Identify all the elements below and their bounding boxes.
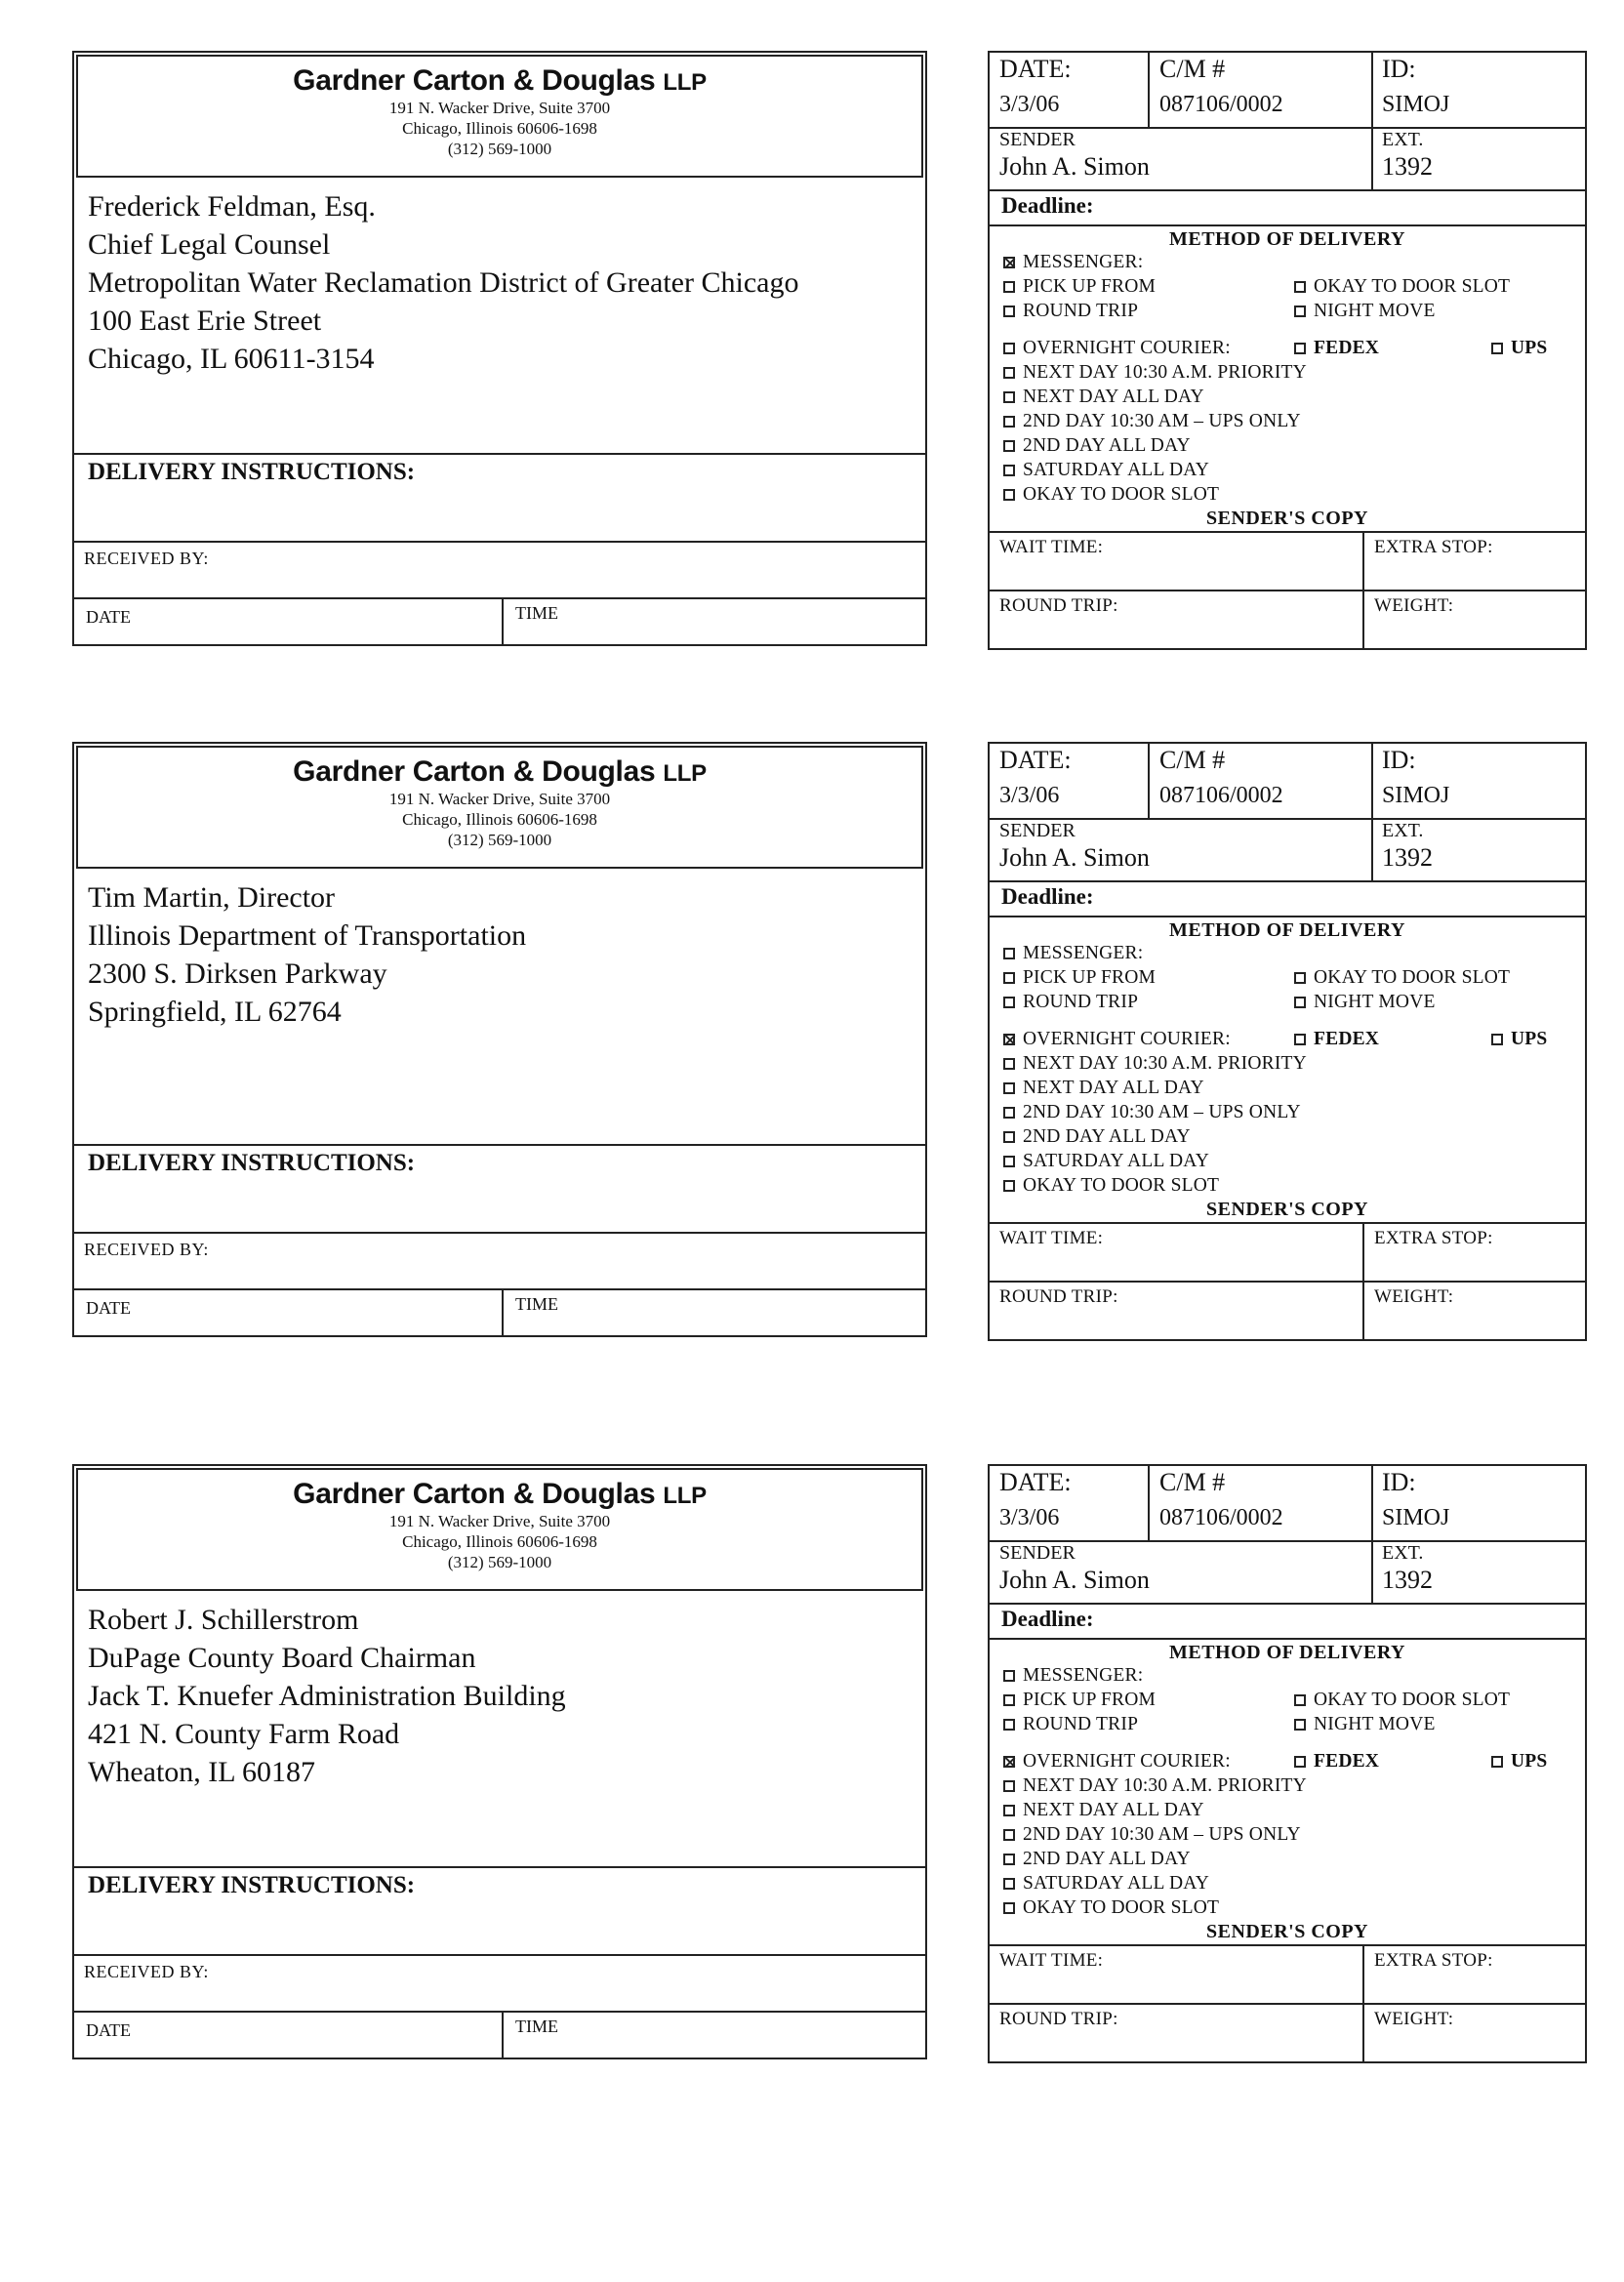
round-trip-field[interactable]: ROUND TRIP: bbox=[999, 1286, 1118, 1307]
option-fedex[interactable]: FEDEX bbox=[1294, 1751, 1379, 1773]
weight-field[interactable]: WEIGHT: bbox=[1374, 2009, 1454, 2029]
option-okay-to-door-slot[interactable]: OKAY TO DOOR SLOT bbox=[1294, 967, 1510, 989]
option-night-move[interactable]: NIGHT MOVE bbox=[1294, 1714, 1436, 1735]
checkbox-icon bbox=[1003, 1780, 1015, 1792]
option-2nd-day-am[interactable]: 2ND DAY 10:30 AM – UPS ONLY bbox=[1003, 1102, 1301, 1123]
firm-header bbox=[76, 746, 923, 869]
firm-street: 191 N. Wacker Drive, Suite 3700 bbox=[388, 790, 611, 808]
divider bbox=[502, 599, 504, 644]
recipient-address bbox=[88, 878, 915, 1031]
sender-slip bbox=[988, 742, 1587, 1341]
recipient-address bbox=[88, 187, 915, 378]
checkbox-icon bbox=[1294, 343, 1306, 354]
address-line: Metropolitan Water Reclamation District of Greater Chicago bbox=[88, 266, 799, 299]
date-value: 3/3/06 bbox=[999, 1505, 1060, 1530]
divider bbox=[990, 189, 1585, 191]
divider bbox=[1362, 1222, 1364, 1339]
option-pick-up-from[interactable]: PICK UP FROM bbox=[1003, 967, 1156, 989]
sender-label: SENDER bbox=[999, 129, 1076, 150]
option-2nd-day-all-day[interactable]: 2ND DAY ALL DAY bbox=[1003, 1126, 1191, 1148]
option-saturday-all-day[interactable]: SATURDAY ALL DAY bbox=[1003, 1151, 1209, 1172]
option-okay-to-door-slot[interactable]: OKAY TO DOOR SLOT bbox=[1294, 1690, 1510, 1711]
divider bbox=[1362, 1944, 1364, 2061]
address-line: Springfield, IL 62764 bbox=[88, 996, 342, 1028]
deadline-label: Deadline: bbox=[1001, 884, 1094, 909]
extra-stop-field[interactable]: EXTRA STOP: bbox=[1374, 1950, 1493, 1971]
checkbox-icon bbox=[1491, 343, 1503, 354]
divider bbox=[990, 1540, 1585, 1542]
divider bbox=[502, 2013, 504, 2058]
divider bbox=[990, 127, 1585, 129]
option-pick-up-from[interactable]: PICK UP FROM bbox=[1003, 276, 1156, 298]
date-time-row bbox=[74, 599, 925, 644]
cm-value: 087106/0002 bbox=[1159, 783, 1283, 808]
checkbox-icon bbox=[1003, 1670, 1015, 1682]
divider bbox=[990, 590, 1585, 591]
checkbox-icon bbox=[1003, 1107, 1015, 1119]
checkbox-icon bbox=[1003, 1902, 1015, 1914]
address-line: Illinois Department of Transportation bbox=[88, 919, 527, 952]
method-of-delivery-title: METHOD OF DELIVERY bbox=[1168, 228, 1406, 250]
option-ups[interactable]: UPS bbox=[1491, 338, 1547, 359]
option-okay-to-door-slot[interactable]: OKAY TO DOOR SLOT bbox=[1294, 276, 1510, 298]
checkbox-icon bbox=[1003, 489, 1015, 501]
checkbox-icon bbox=[1003, 1756, 1015, 1768]
option-okay-to-door-slot-2[interactable]: OKAY TO DOOR SLOT bbox=[1003, 1175, 1219, 1197]
option-overnight-courier[interactable]: OVERNIGHT COURIER: bbox=[1003, 1751, 1231, 1773]
checkbox-icon bbox=[1294, 1694, 1306, 1706]
option-round-trip[interactable]: ROUND TRIP bbox=[1003, 301, 1138, 322]
received-by-field[interactable]: RECEIVED BY: bbox=[74, 1956, 925, 2013]
ext-value: 1392 bbox=[1382, 152, 1433, 181]
delivery-instructions-field[interactable]: DELIVERY INSTRUCTIONS: bbox=[74, 1144, 925, 1234]
address-line: 100 East Erie Street bbox=[88, 305, 322, 337]
option-fedex[interactable]: FEDEX bbox=[1294, 338, 1379, 359]
checkbox-icon bbox=[1003, 416, 1015, 428]
time-field[interactable]: TIME bbox=[515, 1294, 558, 1314]
firm-name: Gardner Carton & Douglas LLP bbox=[293, 1478, 707, 1510]
option-ups[interactable]: UPS bbox=[1491, 1751, 1547, 1773]
date-field[interactable]: DATE bbox=[86, 607, 131, 627]
checkbox-icon bbox=[1003, 1058, 1015, 1070]
option-overnight-courier[interactable]: OVERNIGHT COURIER: bbox=[1003, 1029, 1231, 1050]
checkbox-icon bbox=[1294, 306, 1306, 317]
divider bbox=[990, 1603, 1585, 1605]
date-label: DATE: bbox=[999, 1468, 1072, 1496]
time-field[interactable]: TIME bbox=[515, 603, 558, 623]
checkbox-icon bbox=[1003, 391, 1015, 403]
delivery-instructions-field[interactable]: DELIVERY INSTRUCTIONS: bbox=[74, 453, 925, 543]
firm-header bbox=[76, 1468, 923, 1591]
address-line: Jack T. Knuefer Administration Building bbox=[88, 1680, 566, 1712]
address-line: Robert J. Schillerstrom bbox=[88, 1604, 359, 1636]
cm-label: C/M # bbox=[1159, 746, 1226, 774]
firm-city: Chicago, Illinois 60606-1698 bbox=[402, 119, 597, 138]
checkbox-icon bbox=[1003, 1034, 1015, 1045]
method-of-delivery-title: METHOD OF DELIVERY bbox=[1168, 919, 1406, 941]
firm-name: Gardner Carton & Douglas LLP bbox=[293, 755, 707, 788]
option-saturday-all-day[interactable]: SATURDAY ALL DAY bbox=[1003, 460, 1209, 481]
option-next-day-all-day[interactable]: NEXT DAY ALL DAY bbox=[1003, 1078, 1204, 1099]
time-field[interactable]: TIME bbox=[515, 2017, 558, 2036]
date-label: DATE: bbox=[999, 746, 1072, 774]
divider bbox=[990, 880, 1585, 882]
checkbox-icon bbox=[1003, 440, 1015, 452]
firm-header bbox=[76, 55, 923, 178]
ext-value: 1392 bbox=[1382, 843, 1433, 872]
address-label bbox=[72, 51, 927, 646]
wait-time-field[interactable]: WAIT TIME: bbox=[999, 1228, 1104, 1248]
divider bbox=[990, 1638, 1585, 1640]
checkbox-icon bbox=[1003, 997, 1015, 1008]
divider bbox=[502, 1290, 504, 1335]
received-by-field[interactable]: RECEIVED BY: bbox=[74, 543, 925, 599]
firm-phone: (312) 569-1000 bbox=[447, 1553, 552, 1571]
id-value: SIMOJ bbox=[1382, 92, 1450, 117]
date-value: 3/3/06 bbox=[999, 92, 1060, 117]
method-of-delivery-title: METHOD OF DELIVERY bbox=[1168, 1642, 1406, 1663]
divider bbox=[990, 1944, 1585, 1946]
option-messenger[interactable]: MESSENGER: bbox=[1003, 1665, 1143, 1687]
checkbox-icon bbox=[1003, 465, 1015, 476]
checkbox-icon bbox=[1003, 1829, 1015, 1841]
checkbox-icon bbox=[1003, 948, 1015, 959]
received-by-field[interactable]: RECEIVED BY: bbox=[74, 1234, 925, 1290]
checkbox-icon bbox=[1003, 281, 1015, 293]
firm-phone: (312) 569-1000 bbox=[447, 831, 552, 849]
id-value: SIMOJ bbox=[1382, 783, 1450, 808]
wait-time-field[interactable]: WAIT TIME: bbox=[999, 1950, 1104, 1971]
divider bbox=[1148, 53, 1150, 127]
option-2nd-day-all-day[interactable]: 2ND DAY ALL DAY bbox=[1003, 1849, 1191, 1870]
option-2nd-day-am[interactable]: 2ND DAY 10:30 AM – UPS ONLY bbox=[1003, 411, 1301, 432]
address-line: DuPage County Board Chairman bbox=[88, 1642, 476, 1674]
date-field[interactable]: DATE bbox=[86, 2020, 131, 2040]
divider bbox=[990, 531, 1585, 533]
id-label: ID: bbox=[1382, 55, 1416, 83]
divider bbox=[1371, 1466, 1373, 1603]
date-time-row bbox=[74, 1290, 925, 1335]
cm-value: 087106/0002 bbox=[1159, 92, 1283, 117]
address-line: Frederick Feldman, Esq. bbox=[88, 190, 376, 223]
deadline-label: Deadline: bbox=[1001, 1607, 1094, 1631]
ext-label: EXT. bbox=[1382, 820, 1424, 841]
checkbox-icon bbox=[1294, 997, 1306, 1008]
option-overnight-courier[interactable]: OVERNIGHT COURIER: bbox=[1003, 338, 1231, 359]
checkbox-icon bbox=[1491, 1756, 1503, 1768]
senders-copy-title: SENDER'S COPY bbox=[1206, 508, 1368, 529]
divider bbox=[990, 224, 1585, 226]
option-okay-to-door-slot-2[interactable]: OKAY TO DOOR SLOT bbox=[1003, 1897, 1219, 1919]
option-2nd-day-am[interactable]: 2ND DAY 10:30 AM – UPS ONLY bbox=[1003, 1824, 1301, 1846]
divider bbox=[990, 916, 1585, 917]
address-label bbox=[72, 1464, 927, 2059]
delivery-form-set bbox=[0, 51, 1624, 656]
checkbox-icon bbox=[1003, 343, 1015, 354]
sender-slip bbox=[988, 51, 1587, 650]
checkbox-icon bbox=[1003, 972, 1015, 984]
option-next-day-priority[interactable]: NEXT DAY 10:30 A.M. PRIORITY bbox=[1003, 362, 1307, 384]
option-2nd-day-all-day[interactable]: 2ND DAY ALL DAY bbox=[1003, 435, 1191, 457]
round-trip-field[interactable]: ROUND TRIP: bbox=[999, 595, 1118, 616]
ext-value: 1392 bbox=[1382, 1566, 1433, 1594]
divider bbox=[990, 2003, 1585, 2005]
delivery-instructions-field[interactable]: DELIVERY INSTRUCTIONS: bbox=[74, 1866, 925, 1956]
firm-phone: (312) 569-1000 bbox=[447, 140, 552, 158]
option-saturday-all-day[interactable]: SATURDAY ALL DAY bbox=[1003, 1873, 1209, 1895]
address-line: Tim Martin, Director bbox=[88, 881, 336, 914]
firm-city: Chicago, Illinois 60606-1698 bbox=[402, 810, 597, 829]
cm-label: C/M # bbox=[1159, 1468, 1226, 1496]
option-fedex[interactable]: FEDEX bbox=[1294, 1029, 1379, 1050]
id-label: ID: bbox=[1382, 746, 1416, 774]
checkbox-icon bbox=[1003, 1878, 1015, 1890]
sender-label: SENDER bbox=[999, 1542, 1076, 1564]
checkbox-icon bbox=[1003, 1854, 1015, 1865]
checkbox-icon bbox=[1491, 1034, 1503, 1045]
option-pick-up-from[interactable]: PICK UP FROM bbox=[1003, 1690, 1156, 1711]
deadline-label: Deadline: bbox=[1001, 193, 1094, 218]
divider bbox=[990, 1222, 1585, 1224]
id-label: ID: bbox=[1382, 1468, 1416, 1496]
sender-value: John A. Simon bbox=[999, 152, 1150, 181]
senders-copy-title: SENDER'S COPY bbox=[1206, 1199, 1368, 1220]
option-round-trip[interactable]: ROUND TRIP bbox=[1003, 992, 1138, 1013]
address-line: 421 N. County Farm Road bbox=[88, 1718, 400, 1750]
checkbox-icon bbox=[1294, 972, 1306, 984]
date-field[interactable]: DATE bbox=[86, 1298, 131, 1318]
address-label bbox=[72, 742, 927, 1337]
sender-slip bbox=[988, 1464, 1587, 2063]
extra-stop-field[interactable]: EXTRA STOP: bbox=[1374, 1228, 1493, 1248]
ext-label: EXT. bbox=[1382, 129, 1424, 150]
checkbox-icon bbox=[1003, 257, 1015, 268]
checkbox-icon bbox=[1003, 367, 1015, 379]
address-line: Chicago, IL 60611-3154 bbox=[88, 343, 375, 375]
recipient-address bbox=[88, 1601, 915, 1791]
address-line: 2300 S. Dirksen Parkway bbox=[88, 958, 387, 990]
checkbox-icon bbox=[1003, 1694, 1015, 1706]
cm-value: 087106/0002 bbox=[1159, 1505, 1283, 1530]
delivery-form-set bbox=[0, 742, 1624, 1347]
option-round-trip[interactable]: ROUND TRIP bbox=[1003, 1714, 1138, 1735]
weight-field[interactable]: WEIGHT: bbox=[1374, 1286, 1454, 1307]
checkbox-icon bbox=[1003, 1805, 1015, 1816]
checkbox-icon bbox=[1003, 1156, 1015, 1167]
extra-stop-field[interactable]: EXTRA STOP: bbox=[1374, 537, 1493, 557]
checkbox-icon bbox=[1003, 1131, 1015, 1143]
firm-street: 191 N. Wacker Drive, Suite 3700 bbox=[388, 99, 611, 117]
checkbox-icon bbox=[1294, 1719, 1306, 1731]
option-okay-to-door-slot-2[interactable]: OKAY TO DOOR SLOT bbox=[1003, 484, 1219, 506]
address-line: Chief Legal Counsel bbox=[88, 228, 331, 261]
option-night-move[interactable]: NIGHT MOVE bbox=[1294, 992, 1436, 1013]
wait-time-field[interactable]: WAIT TIME: bbox=[999, 537, 1104, 557]
divider bbox=[1148, 1466, 1150, 1540]
option-messenger[interactable]: MESSENGER: bbox=[1003, 252, 1143, 273]
sender-value: John A. Simon bbox=[999, 843, 1150, 872]
checkbox-icon bbox=[1294, 1756, 1306, 1768]
option-next-day-all-day[interactable]: NEXT DAY ALL DAY bbox=[1003, 1800, 1204, 1821]
cm-label: C/M # bbox=[1159, 55, 1226, 83]
divider bbox=[1362, 531, 1364, 648]
sender-value: John A. Simon bbox=[999, 1566, 1150, 1594]
senders-copy-title: SENDER'S COPY bbox=[1206, 1921, 1368, 1942]
date-label: DATE: bbox=[999, 55, 1072, 83]
firm-name: Gardner Carton & Douglas LLP bbox=[293, 64, 707, 97]
divider bbox=[1371, 53, 1373, 189]
round-trip-field[interactable]: ROUND TRIP: bbox=[999, 2009, 1118, 2029]
divider bbox=[1371, 744, 1373, 880]
checkbox-icon bbox=[1003, 1082, 1015, 1094]
ext-label: EXT. bbox=[1382, 1542, 1424, 1564]
divider bbox=[990, 1281, 1585, 1283]
option-next-day-all-day[interactable]: NEXT DAY ALL DAY bbox=[1003, 387, 1204, 408]
option-night-move[interactable]: NIGHT MOVE bbox=[1294, 301, 1436, 322]
checkbox-icon bbox=[1294, 1034, 1306, 1045]
checkbox-icon bbox=[1294, 281, 1306, 293]
checkbox-icon bbox=[1003, 306, 1015, 317]
option-messenger[interactable]: MESSENGER: bbox=[1003, 943, 1143, 964]
firm-city: Chicago, Illinois 60606-1698 bbox=[402, 1532, 597, 1551]
id-value: SIMOJ bbox=[1382, 1505, 1450, 1530]
firm-street: 191 N. Wacker Drive, Suite 3700 bbox=[388, 1512, 611, 1530]
address-line: Wheaton, IL 60187 bbox=[88, 1756, 315, 1788]
delivery-form-set bbox=[0, 1464, 1624, 2069]
weight-field[interactable]: WEIGHT: bbox=[1374, 595, 1454, 616]
sender-label: SENDER bbox=[999, 820, 1076, 841]
checkbox-icon bbox=[1003, 1180, 1015, 1192]
option-next-day-priority[interactable]: NEXT DAY 10:30 A.M. PRIORITY bbox=[1003, 1775, 1307, 1797]
date-time-row bbox=[74, 2013, 925, 2058]
option-ups[interactable]: UPS bbox=[1491, 1029, 1547, 1050]
divider bbox=[1148, 744, 1150, 818]
option-next-day-priority[interactable]: NEXT DAY 10:30 A.M. PRIORITY bbox=[1003, 1053, 1307, 1075]
checkbox-icon bbox=[1003, 1719, 1015, 1731]
date-value: 3/3/06 bbox=[999, 783, 1060, 808]
divider bbox=[990, 818, 1585, 820]
